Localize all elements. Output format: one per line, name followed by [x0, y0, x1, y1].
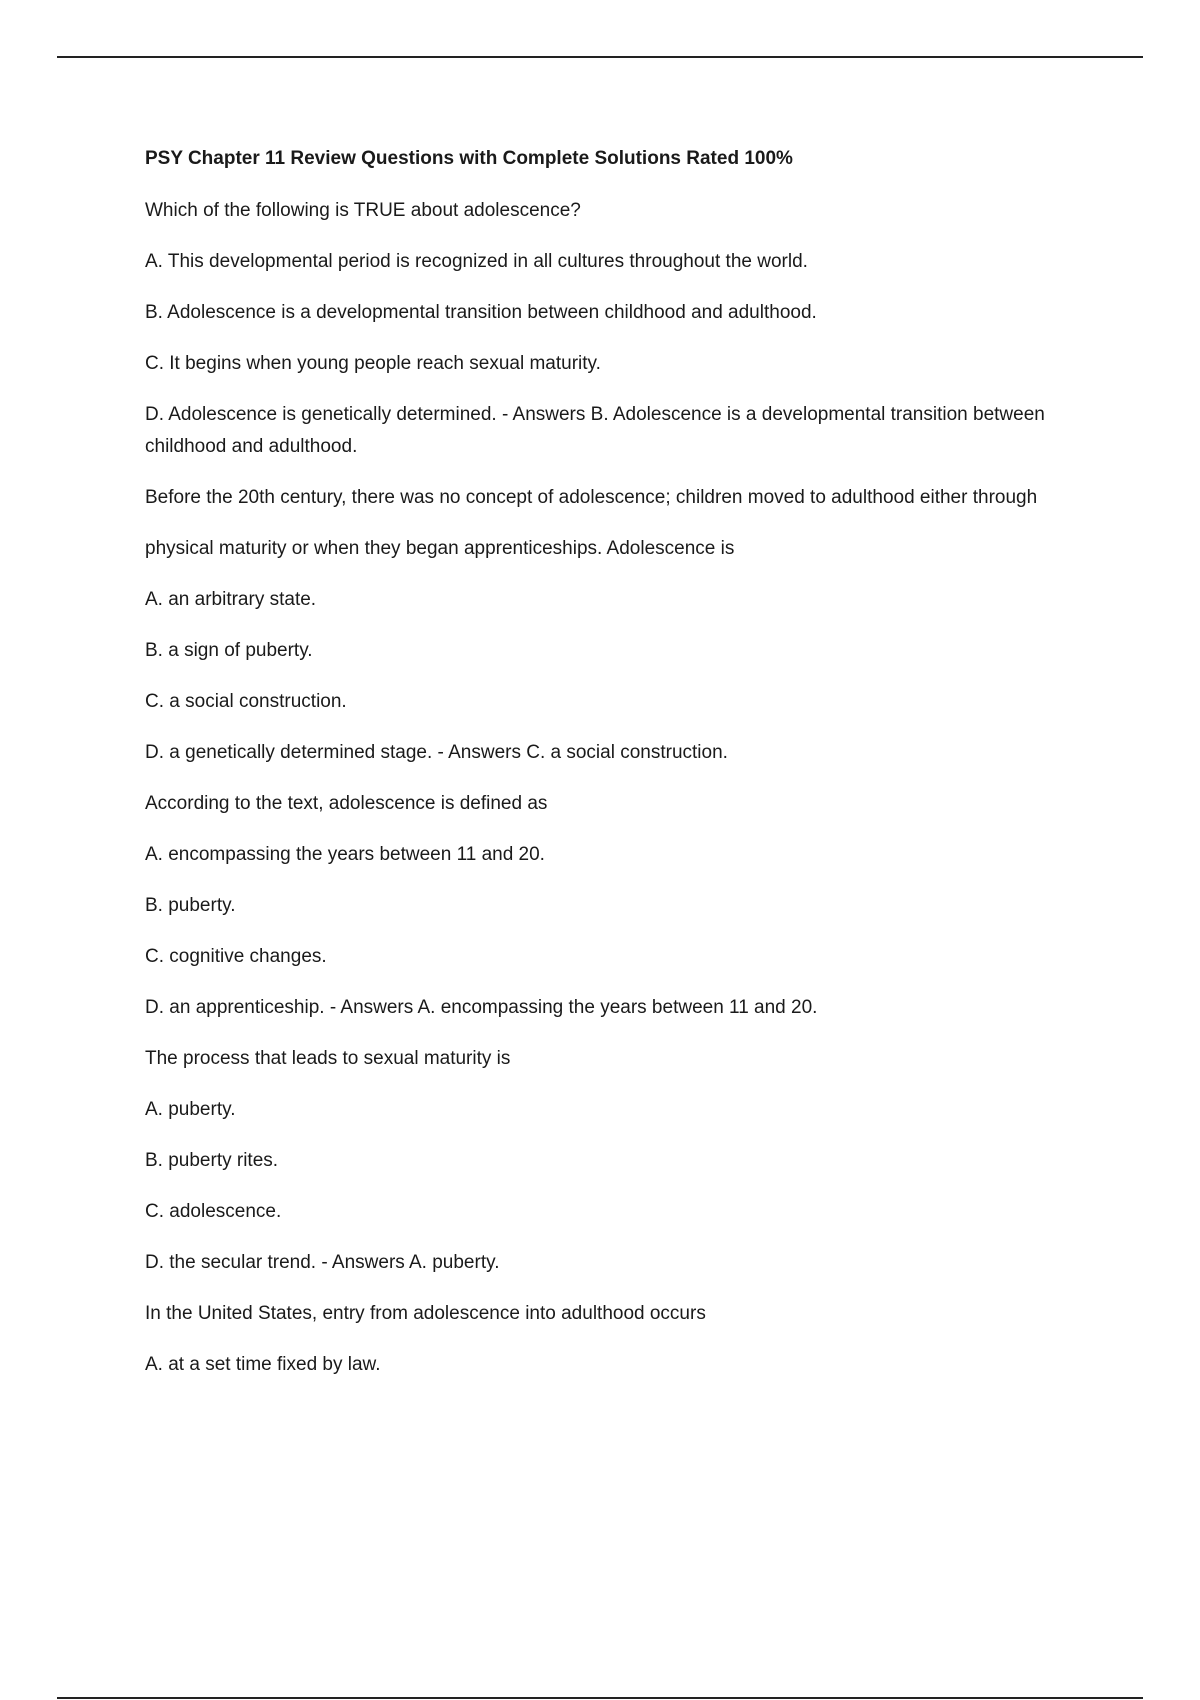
- q3-option-b: B. puberty.: [145, 895, 236, 916]
- q1-option-b: B. Adolescence is a developmental transition between childhood and adulthood.: [145, 302, 817, 323]
- q4-option-a: A. puberty.: [145, 1099, 236, 1120]
- question-2-continued: physical maturity or when they began apprenticeships. Adolescence is: [145, 538, 735, 559]
- question-2: Before the 20th century, there was no concept of adolescence; children moved to adulthood either through: [145, 487, 1038, 508]
- question-1: Which of the following is TRUE about adolescence?: [145, 200, 581, 221]
- q5-option-a: A. at a set time fixed by law.: [145, 1354, 381, 1375]
- q4-option-c: C. adolescence.: [145, 1201, 282, 1222]
- q1-option-d-answer: D. Adolescence is genetically determined. - Answers B. Adolescence is a developmental transition between childhood and adulthood.: [145, 404, 1045, 457]
- question-5: In the United States, entry from adolescence into adulthood occurs: [145, 1303, 706, 1324]
- question-4: The process that leads to sexual maturity is: [145, 1048, 511, 1069]
- q2-option-b: B. a sign of puberty.: [145, 640, 313, 661]
- q4-option-d-answer: D. the secular trend. - Answers A. puberty.: [145, 1252, 500, 1273]
- top-rule: [57, 56, 1143, 58]
- q2-option-c: C. a social construction.: [145, 691, 347, 712]
- q2-option-d-answer: D. a genetically determined stage. - Answers C. a social construction.: [145, 742, 728, 763]
- question-3: According to the text, adolescence is defined as: [145, 793, 548, 814]
- q4-option-b: B. puberty rites.: [145, 1150, 279, 1171]
- document-title: PSY Chapter 11 Review Questions with Complete Solutions Rated 100%: [145, 148, 793, 169]
- bottom-rule: [57, 1697, 1143, 1699]
- document-body: [145, 145, 1060, 1400]
- q3-option-c: C. cognitive changes.: [145, 946, 327, 967]
- q3-option-a: A. encompassing the years between 11 and 20.: [145, 844, 545, 865]
- q3-option-d-answer: D. an apprenticeship. - Answers A. encompassing the years between 11 and 20.: [145, 997, 818, 1018]
- q2-option-a: A. an arbitrary state.: [145, 589, 317, 610]
- q1-option-a: A. This developmental period is recognized in all cultures throughout the world.: [145, 251, 808, 272]
- q1-option-c: C. It begins when young people reach sexual maturity.: [145, 353, 601, 374]
